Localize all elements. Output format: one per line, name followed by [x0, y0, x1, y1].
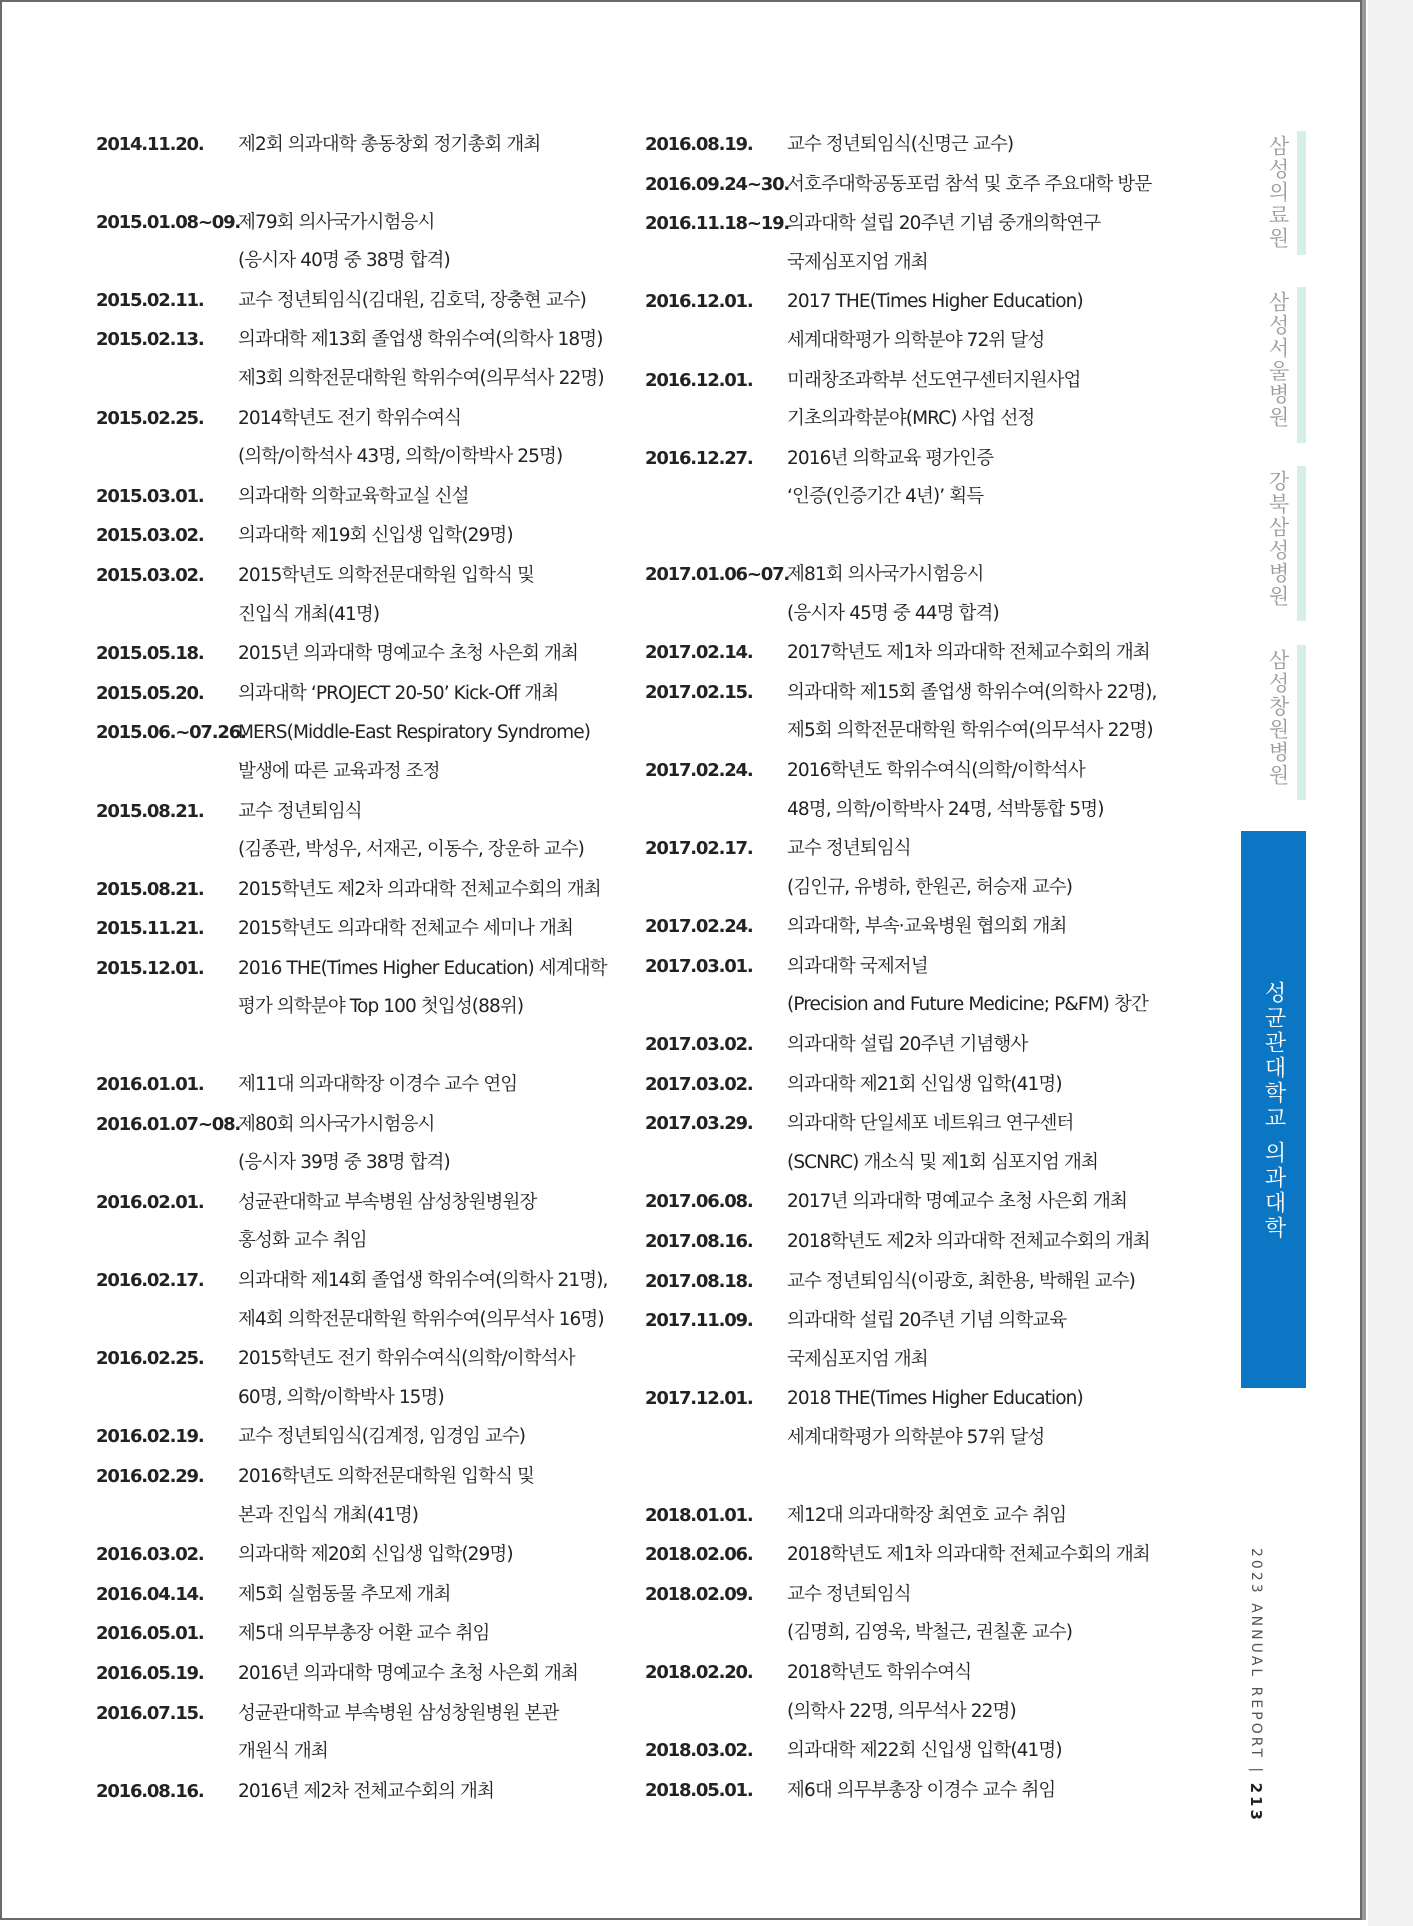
entry-text-line: 세계대학평가 의학분야 57위 달성 — [787, 1427, 1045, 1448]
timeline-entry — [96, 1695, 656, 1772]
entry-date: 2018.02.06. — [645, 1544, 753, 1566]
entry-date: 2016.09.24~30. — [645, 173, 790, 195]
entry-description — [787, 908, 1205, 947]
side-tab-label: 성균관대학교 의과대학 — [1261, 981, 1286, 1241]
entry-date: 2016.11.18~19. — [645, 213, 790, 235]
entry-date: 2016.12.27. — [645, 447, 753, 469]
timeline-entry — [96, 557, 656, 634]
side-tab-bar — [1297, 466, 1306, 621]
side-tab-label: 강북삼성병원 — [1266, 470, 1290, 608]
entry-text-line: (응시자 40명 중 38명 합격) — [238, 250, 450, 272]
entry-date: 2015.01.08~09. — [96, 211, 241, 233]
report-title: 2023 ANNUAL REPORT — [1248, 1548, 1264, 1760]
entry-description — [787, 1732, 1205, 1771]
entry-description — [238, 126, 656, 165]
entry-text-line: 2014학년도 전기 학위수여식 — [238, 407, 462, 429]
timeline-entry — [645, 1497, 1205, 1536]
entry-date: 2016.03.02. — [96, 1544, 204, 1566]
entry-date: 2015.08.21. — [96, 800, 204, 822]
entry-description — [787, 166, 1205, 205]
entry-description — [787, 1223, 1205, 1262]
entry-date: 2018.02.20. — [645, 1661, 753, 1683]
timeline-entry — [96, 1536, 656, 1575]
timeline-entry — [96, 793, 656, 870]
entry-date: 2016.02.19. — [96, 1426, 204, 1448]
entry-text-line: 제5대 의무부총장 어환 교수 취임 — [238, 1623, 490, 1645]
entry-text-line: 2016년 의과대학 명예교수 초청 사은회 개최 — [238, 1662, 578, 1684]
side-tab-bar — [1297, 645, 1306, 800]
side-tab-bar — [1297, 287, 1306, 443]
entry-description — [238, 557, 656, 634]
entry-text-line: 의과대학 ‘PROJECT 20-50’ Kick-Off 개최 — [238, 682, 559, 704]
entry-date: 2017.02.24. — [645, 759, 753, 781]
entry-description — [238, 1773, 656, 1812]
entry-text-line: 의과대학 제21회 신입생 입학(41명) — [787, 1073, 1062, 1095]
timeline-entry — [645, 205, 1205, 282]
entry-description — [238, 1184, 656, 1261]
entry-text-line: (의학사 22명, 의무석사 22명) — [787, 1700, 1016, 1722]
entry-text-line: 2016년 의학교육 평가인증 — [787, 447, 994, 469]
entry-text-line: 의과대학 제19회 신입생 입학(29명) — [238, 525, 513, 547]
entry-date: 2016.08.19. — [645, 134, 753, 155]
entry-description — [238, 1418, 656, 1457]
entry-date: 2017.12.01. — [645, 1388, 753, 1410]
entry-text-line: 2015학년도 의학전문대학원 입학식 및 — [238, 564, 535, 586]
entry-description — [787, 634, 1205, 673]
entry-text-line: MERS(Middle-East Respiratory Syndrome) — [238, 722, 591, 744]
entry-text-line: 의과대학 설립 20주년 기념 의학교육 — [787, 1310, 1067, 1332]
entry-date: 2017.01.06~07. — [645, 563, 790, 585]
timeline-entry — [96, 871, 656, 910]
entry-text-line: 성균관대학교 부속병원 삼성창원병원장 — [238, 1191, 537, 1213]
timeline-entry — [96, 126, 656, 165]
entry-date: 2016.12.01. — [645, 291, 753, 313]
entry-text-line: 2018학년도 학위수여식 — [787, 1661, 972, 1683]
entry-date: 2018.02.09. — [645, 1583, 753, 1605]
timeline-entry — [645, 1576, 1205, 1653]
entry-text-line: 제79회 의사국가시험응시 — [238, 211, 435, 233]
entry-text-line: (응시자 39명 중 38명 합격) — [238, 1152, 450, 1174]
entry-description — [787, 440, 1205, 517]
entry-text-line: 홍성화 교수 취임 — [238, 1230, 367, 1252]
timeline-entry — [96, 1458, 656, 1535]
side-tab-kangbuk-samsung-hospital[interactable] — [1245, 466, 1305, 621]
timeline-entry — [96, 675, 656, 714]
entry-text-line: 의과대학 설립 20주년 기념행사 — [787, 1034, 1028, 1056]
entry-date: 2016.05.01. — [96, 1623, 204, 1645]
timeline-entry — [96, 1066, 656, 1105]
entry-text-line: 2016학년도 의학전문대학원 입학식 및 — [238, 1466, 535, 1487]
entry-description — [787, 948, 1205, 1025]
entry-text-line: 제2회 의과대학 총동창회 정기총회 개최 — [238, 134, 541, 155]
entry-text-line: 교수 정년퇴임식 — [787, 838, 911, 860]
entry-date: 2017.02.24. — [645, 916, 753, 938]
timeline-entry — [645, 440, 1205, 517]
entry-text-line: 48명, 의학/이학박사 24명, 석박통합 5명) — [787, 798, 1104, 820]
timeline-entry — [96, 1655, 656, 1694]
entry-date: 2015.03.01. — [96, 485, 204, 507]
timeline-entry — [96, 1262, 656, 1339]
entry-text-line: 2016년 제2차 전체교수회의 개최 — [238, 1780, 494, 1802]
footer-separator: | — [1248, 1759, 1264, 1783]
timeline-entry — [96, 204, 656, 281]
entry-description — [238, 400, 656, 477]
timeline-entry — [96, 635, 656, 674]
side-tab-bar — [1297, 131, 1306, 255]
entry-date: 2017.02.14. — [645, 642, 753, 664]
entry-description — [238, 714, 656, 791]
entry-description — [787, 1536, 1205, 1575]
entry-text-line: 2015학년도 제2차 의과대학 전체교수회의 개최 — [238, 878, 601, 900]
entry-date: 2015.03.02. — [96, 564, 204, 586]
entry-text-line: 평가 의학분야 Top 100 첫입성(88위) — [238, 996, 524, 1018]
entry-text-line: 2018 THE(Times Higher Education) — [787, 1388, 1083, 1410]
entry-text-line: 교수 정년퇴임식 — [787, 1583, 911, 1605]
entry-description — [787, 1654, 1205, 1731]
entry-description — [787, 1026, 1205, 1065]
entry-description — [238, 1262, 656, 1339]
entry-description — [238, 1655, 656, 1694]
entry-date: 2015.02.13. — [96, 329, 204, 351]
entry-text-line: (SCNRC) 개소식 및 제1회 심포지엄 개최 — [787, 1151, 1098, 1173]
entry-text-line: 제5회 실험동물 추모제 개최 — [238, 1583, 451, 1605]
timeline-entry — [645, 1302, 1205, 1379]
timeline-entry — [645, 1772, 1205, 1811]
side-tab-skku-medicine-active[interactable] — [1241, 831, 1306, 1388]
entry-date: 2016.04.14. — [96, 1583, 204, 1605]
entry-date: 2015.02.11. — [96, 289, 204, 311]
side-tab-samsung-medical-center[interactable] — [1245, 131, 1305, 255]
entry-date: 2016.05.19. — [96, 1662, 204, 1684]
entry-description — [238, 1066, 656, 1105]
entry-date: 2017.03.02. — [645, 1073, 753, 1095]
entry-date: 2015.11.21. — [96, 918, 204, 940]
timeline-entry — [645, 362, 1205, 439]
entry-text-line: 발생에 따른 교육과정 조정 — [238, 760, 440, 782]
entry-text-line: 제3회 의학전문대학원 학위수여(의무석사 22명) — [238, 367, 604, 389]
entry-text-line: 의과대학 설립 20주년 기념 중개의학연구 — [787, 213, 1101, 235]
entry-description — [787, 674, 1205, 751]
timeline-entry — [645, 556, 1205, 633]
timeline-entry — [96, 1576, 656, 1615]
entry-date: 2016.01.07~08. — [96, 1113, 241, 1135]
side-tab-label: 삼성서울병원 — [1266, 291, 1290, 429]
entry-description — [238, 1536, 656, 1575]
entry-text-line: 2017년 의과대학 명예교수 초청 사은회 개최 — [787, 1191, 1127, 1213]
timeline-entry — [645, 1380, 1205, 1457]
entry-date: 2017.08.18. — [645, 1270, 753, 1292]
entry-text-line: 제11대 의과대학장 이경수 교수 연임 — [238, 1074, 518, 1096]
timeline-entry — [645, 1223, 1205, 1262]
entry-description — [238, 675, 656, 714]
timeline-entry — [645, 1536, 1205, 1575]
entry-text-line: 기초의과학분야(MRC) 사업 선정 — [787, 408, 1035, 430]
timeline-entry — [96, 1418, 656, 1457]
entry-text-line: (응시자 45명 중 44명 합격) — [787, 602, 999, 624]
timeline-entry — [96, 400, 656, 477]
timeline-entry — [96, 1106, 656, 1183]
side-tab-label: 삼성의료원 — [1266, 135, 1290, 250]
entry-text-line: 제81회 의사국가시험응시 — [787, 563, 984, 585]
timeline-entry — [96, 282, 656, 321]
entry-description — [238, 871, 656, 910]
entry-date: 2017.03.02. — [645, 1034, 753, 1056]
timeline-entry — [645, 1066, 1205, 1105]
timeline-entry — [645, 1105, 1205, 1182]
entry-date: 2015.08.21. — [96, 878, 204, 900]
timeline-entry — [96, 1773, 656, 1812]
entry-text-line: 의과대학 국제저널 — [787, 955, 928, 977]
entry-text-line: 2016학년도 학위수여식(의학/이학석사 — [787, 759, 1085, 781]
entry-description — [787, 1497, 1205, 1536]
timeline-entry — [96, 1340, 656, 1417]
entry-description — [238, 478, 656, 517]
entry-date: 2014.11.20. — [96, 134, 204, 155]
entry-description — [238, 1695, 656, 1772]
timeline-entry — [645, 752, 1205, 829]
entry-text-line: 2018학년도 제2차 의과대학 전체교수회의 개최 — [787, 1231, 1150, 1253]
timeline-entry — [96, 1184, 656, 1261]
timeline-entry — [645, 634, 1205, 673]
entry-description — [238, 1458, 656, 1535]
timeline-entry — [645, 674, 1205, 751]
entry-text-line: (Precision and Future Medicine; P&FM) 창간 — [787, 994, 1148, 1016]
entry-text-line: 제5회 의학전문대학원 학위수여(의무석사 22명) — [787, 720, 1153, 742]
entry-text-line: 의과대학 제20회 신입생 입학(29명) — [238, 1544, 513, 1566]
timeline-entry — [645, 948, 1205, 1025]
entry-text-line: 개원식 개최 — [238, 1741, 328, 1763]
timeline-entry — [96, 517, 656, 556]
entry-date: 2015.03.02. — [96, 525, 204, 547]
entry-description — [787, 1772, 1205, 1811]
timeline-entry — [645, 1732, 1205, 1771]
entry-text-line: 2015년 의과대학 명예교수 초청 사은회 개최 — [238, 643, 578, 665]
entry-date: 2015.06.~07.26. — [96, 722, 246, 744]
timeline-entry — [645, 166, 1205, 205]
entry-description — [787, 205, 1205, 282]
timeline-left-column — [96, 126, 656, 1812]
timeline-right-column — [645, 126, 1205, 1811]
entry-date: 2016.02.17. — [96, 1270, 204, 1292]
entry-date: 2016.02.01. — [96, 1191, 204, 1213]
entry-date: 2017.11.09. — [645, 1310, 753, 1332]
entry-text-line: 국제심포지엄 개최 — [787, 251, 928, 273]
entry-description — [787, 830, 1205, 907]
entry-text-line: 제12대 의과대학장 최연호 교수 취임 — [787, 1504, 1067, 1526]
entry-description — [238, 635, 656, 674]
entry-date: 2016.12.01. — [645, 369, 753, 391]
entry-description — [787, 1105, 1205, 1182]
timeline-entry — [645, 1263, 1205, 1302]
entry-description — [238, 950, 656, 1027]
entry-text-line: 의과대학 의학교육학교실 신설 — [238, 485, 469, 507]
entry-text-line: 2017 THE(Times Higher Education) — [787, 291, 1083, 313]
entry-description — [238, 321, 656, 398]
entry-date: 2016.02.29. — [96, 1466, 204, 1487]
timeline-entry — [96, 950, 656, 1027]
entry-text-line: 서호주대학공동포럼 참석 및 호주 주요대학 방문 — [787, 173, 1152, 195]
side-tab-samsung-changwon-hospital[interactable] — [1245, 645, 1305, 800]
entry-description — [238, 1340, 656, 1417]
entry-date: 2015.05.18. — [96, 643, 204, 665]
entry-text-line: 교수 정년퇴임식(신명근 교수) — [787, 134, 1014, 155]
entry-description — [787, 1066, 1205, 1105]
entry-text-line: 의과대학, 부속·교육병원 협의회 개최 — [787, 916, 1067, 938]
page-number: 213 — [1247, 1782, 1265, 1823]
viewer-background — [1368, 0, 1413, 1926]
entry-date: 2018.05.01. — [645, 1779, 753, 1801]
entry-text-line: ‘인증(인증기간 4년)’ 획득 — [787, 486, 984, 508]
entry-description — [787, 556, 1205, 633]
entry-description — [787, 1183, 1205, 1222]
entry-date: 2017.03.29. — [645, 1113, 753, 1135]
entry-date: 2015.12.01. — [96, 957, 204, 979]
entry-text-line: 교수 정년퇴임식 — [238, 800, 362, 822]
timeline-entry — [645, 283, 1205, 360]
entry-text-line: 미래창조과학부 선도연구센터지원사업 — [787, 369, 1081, 391]
entry-description — [787, 1380, 1205, 1457]
entry-text-line: 세계대학평가 의학분야 72위 달성 — [787, 329, 1045, 351]
entry-text-line: 의과대학 단일세포 네트워크 연구센터 — [787, 1113, 1074, 1135]
entry-text-line: 2017학년도 제1차 의과대학 전체교수회의 개최 — [787, 642, 1150, 664]
entry-text-line: 제80회 의사국가시험응시 — [238, 1113, 435, 1135]
entry-date: 2017.06.08. — [645, 1191, 753, 1213]
entry-text-line: 제6대 의무부총장 이경수 교수 취임 — [787, 1779, 1056, 1801]
entry-text-line: 의과대학 제22회 신입생 입학(41명) — [787, 1740, 1062, 1762]
entry-text-line: 2018학년도 제1차 의과대학 전체교수회의 개최 — [787, 1544, 1150, 1566]
entry-text-line: 60명, 의학/이학박사 15명) — [238, 1386, 444, 1408]
side-tab-label: 삼성창원병원 — [1266, 649, 1290, 787]
entry-text-line: 성균관대학교 부속병원 삼성창원병원 본관 — [238, 1702, 559, 1724]
entry-text-line: (의학/이학석사 43명, 의학/이학박사 25명) — [238, 446, 563, 468]
entry-description — [787, 1302, 1205, 1379]
entry-date: 2016.02.25. — [96, 1348, 204, 1370]
entry-text-line: 교수 정년퇴임식(김계정, 임경임 교수) — [238, 1426, 526, 1448]
entry-text-line: 교수 정년퇴임식(김대원, 김호덕, 장충현 교수) — [238, 289, 586, 311]
entry-text-line: 2016 THE(Times Higher Education) 세계대학 — [238, 957, 607, 979]
entry-description — [238, 1615, 656, 1654]
entry-date: 2017.08.16. — [645, 1231, 753, 1253]
entry-text-line: 교수 정년퇴임식(이광호, 최한용, 박해원 교수) — [787, 1270, 1135, 1292]
entry-description — [238, 910, 656, 949]
entry-description — [238, 204, 656, 281]
entry-date: 2018.01.01. — [645, 1504, 753, 1526]
entry-date: 2017.02.15. — [645, 681, 753, 703]
timeline-entry — [96, 910, 656, 949]
entry-description — [787, 126, 1205, 165]
timeline-entry — [645, 830, 1205, 907]
entry-text-line: 제4회 의학전문대학원 학위수여(의무석사 16명) — [238, 1308, 604, 1330]
entry-description — [787, 1576, 1205, 1653]
entry-description — [787, 362, 1205, 439]
entry-description — [238, 793, 656, 870]
entry-text-line: 의과대학 제14회 졸업생 학위수여(의학사 21명), — [238, 1270, 608, 1292]
timeline-entry — [96, 478, 656, 517]
entry-description — [787, 752, 1205, 829]
timeline-entry — [96, 1615, 656, 1654]
entry-text-line: 의과대학 제13회 졸업생 학위수여(의학사 18명) — [238, 329, 603, 351]
timeline-entry — [645, 908, 1205, 947]
entry-date: 2015.02.25. — [96, 407, 204, 429]
timeline-entry — [645, 1654, 1205, 1731]
timeline-entry — [96, 321, 656, 398]
side-tab-samsung-seoul-hospital[interactable] — [1245, 287, 1305, 443]
entry-description — [238, 1106, 656, 1183]
entry-date: 2016.01.01. — [96, 1074, 204, 1096]
entry-text-line: (김명희, 김영욱, 박철근, 권칠훈 교수) — [787, 1622, 1073, 1644]
entry-text-line: (김종관, 박성우, 서재곤, 이동수, 장운하 교수) — [238, 839, 584, 861]
entry-description — [787, 1263, 1205, 1302]
entry-date: 2015.05.20. — [96, 682, 204, 704]
entry-date: 2017.03.01. — [645, 955, 753, 977]
entry-text-line: 의과대학 제15회 졸업생 학위수여(의학사 22명), — [787, 681, 1157, 703]
timeline-entry — [96, 714, 656, 791]
entry-date: 2016.08.16. — [96, 1780, 204, 1802]
entry-date: 2017.02.17. — [645, 838, 753, 860]
entry-text-line: 국제심포지엄 개최 — [787, 1348, 928, 1370]
entry-text-line: (김인규, 유병하, 한원곤, 허승재 교수) — [787, 876, 1073, 898]
entry-date: 2018.03.02. — [645, 1740, 753, 1762]
entry-text-line: 진입식 개최(41명) — [238, 603, 380, 625]
entry-text-line: 2015학년도 의과대학 전체교수 세미나 개최 — [238, 918, 573, 940]
entry-date: 2016.07.15. — [96, 1702, 204, 1724]
timeline-entry — [645, 126, 1205, 165]
entry-text-line: 본과 진입식 개최(41명) — [238, 1504, 419, 1526]
entry-description — [238, 1576, 656, 1615]
entry-description — [238, 517, 656, 556]
entry-description — [787, 283, 1205, 360]
entry-description — [238, 282, 656, 321]
page-footer — [1235, 1548, 1265, 1823]
timeline-entry — [645, 1183, 1205, 1222]
entry-text-line: 2015학년도 전기 학위수여식(의학/이학석사 — [238, 1348, 575, 1370]
timeline-entry — [645, 1026, 1205, 1065]
